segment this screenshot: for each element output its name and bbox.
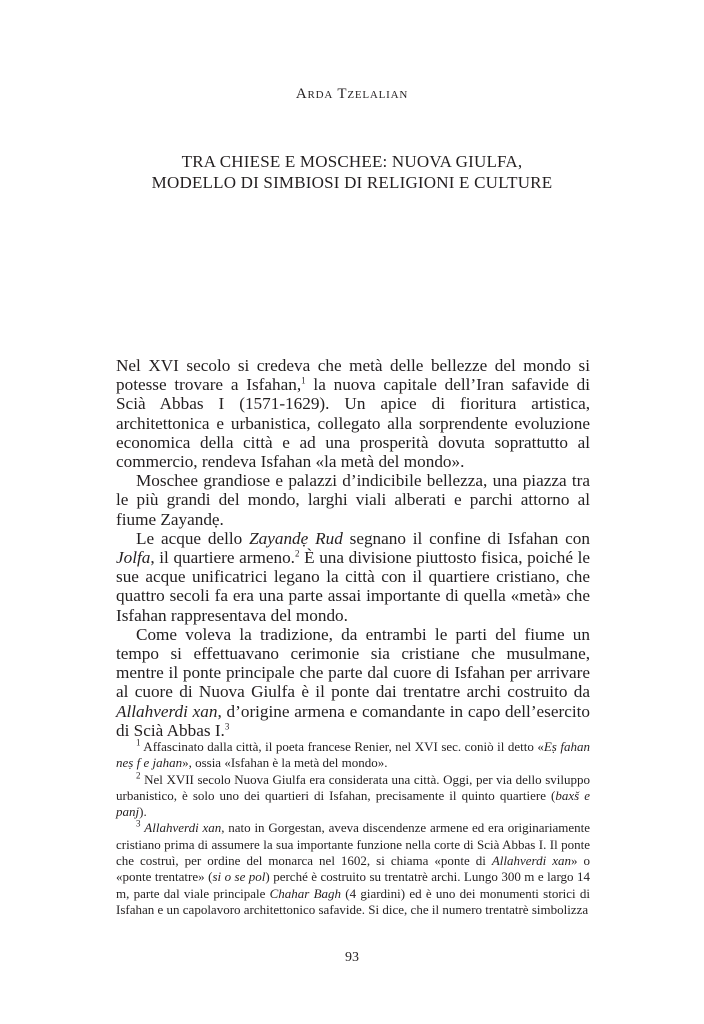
paragraph-4 <box>116 625 590 740</box>
footnote-2-italic-1: baxš e panj <box>116 787 591 820</box>
paragraph-3-italic-1: Zayandẹ Rud <box>249 528 343 548</box>
footnote-3-text-d: (4 giardini) ed è uno dei monumenti storici di Isfahan e un capolavoro architettonico safavide. Si dice, che il numero trentatrè simbolizza <box>116 885 590 917</box>
paragraph-4-text-a: Come voleva la tradizione, da entrambi le parti del fiume un tempo si effettuavano cerimonie sia cristiane che musulmane, mentre il ponte principale che parte dal cuore di Isfahan per arrivare al cuore di Nuova Giulfa è il ponte dai trentatre archi costruito da <box>116 624 590 702</box>
title-line-2: MODELLO DI SIMBIOSI DI RELIGIONI E CULTURE <box>151 173 553 192</box>
paragraph-2-text: Moschee grandiose e palazzi d’indicibile bellezza, una piazza tra le più grandi del mondo, larghi viali alberati e parchi attorno al fiume Zayandẹ. <box>116 471 590 529</box>
footnote-3-number: 3 <box>136 819 141 830</box>
paragraph-3-text-a: Le acque dello <box>136 528 250 548</box>
footnote-3-italic-2: Allahverdi xan <box>491 853 571 869</box>
footnote-1-number: 1 <box>136 737 141 748</box>
footnote-3-italic-1: Allahverdi xan <box>144 820 222 836</box>
footnote-ref-3: 3 <box>224 721 230 732</box>
paragraph-3-text-d: È una divisione piuttosto fisica, poiché le sue acque unificatrici legano la città con il quartiere cristiano, che quattro secoli fa era una parte assai importante di quella «metà» che Isfahan rappresentava del mondo. <box>116 548 590 625</box>
page-number: 93 <box>345 950 359 965</box>
paragraph-1-text-b: la nuova capitale dell’Iran safavide di Scià Abbas I (1571-1629). Un apice di fioritura artistica, architettonica e urbanistica, collegato alla sorprendente evoluzione economica della città e ad una prosperità dovuta soprattutto al commercio, rendeva Isfahan «la metà del mondo». <box>116 375 590 472</box>
footnote-2 <box>116 772 590 821</box>
footnote-2-text-b: ). <box>139 804 147 820</box>
paragraph-3-text-c: , il quartiere armeno. <box>150 548 295 568</box>
footnote-1-text-b: », ossia «Isfahan è la metà del mondo». <box>182 755 388 771</box>
footnote-1-text-a: Affascinato dalla città, il poeta francese Renier, nel XVI sec. coniò il detto « <box>140 739 544 754</box>
paragraph-4-italic-1: Allahverdi xan <box>116 701 218 721</box>
article-title <box>0 151 704 193</box>
footnote-2-text-a: Nel XVII secolo Nuova Giulfa era considerata una città. Oggi, per via dello sviluppo urbanistico, è solo uno dei quartieri di Isfahan, precisamente il quinto quartiere ( <box>116 771 590 803</box>
footnote-3-text-c: ) perché è costruito su trentatrè archi. Lungo 300 m e largo 14 m, parte dal viale principale <box>116 869 591 901</box>
paragraph-1 <box>116 356 590 471</box>
footnote-ref-1: 1 <box>301 375 306 386</box>
footnote-1 <box>116 739 590 772</box>
paragraph-3-text-b: segnano il confine di Isfahan con <box>342 528 590 548</box>
paragraph-1-text-a: Nel XVI secolo si credeva che metà delle bellezze del mondo si potesse trovare a Isfahan, <box>116 356 590 395</box>
footnote-1-italic-1: Eṣ fahan neṣ f e jahan <box>116 739 590 771</box>
author-name: Arda Tzelalian <box>295 86 409 102</box>
footnote-3-text-b: » o «ponte trentatre» ( <box>116 853 590 885</box>
footnote-3 <box>116 820 590 918</box>
footnote-ref-2: 2 <box>294 548 300 559</box>
paragraph-3 <box>116 529 590 625</box>
paragraph-4-text-b: , d’origine armena e comandante in capo dell’esercito di Scià Abbas I. <box>116 701 590 740</box>
footnote-3-italic-3: si o se pol <box>212 869 266 885</box>
footnote-3-text-a: , nato in Gorgestan, aveva discendenze armene ed era originariamente cristiano prima di assumere la sua importante funzione nella corte di Scià Abbas I. Il ponte che costruì, per ordine del monarca nel 1602, si chiama «ponte di <box>116 820 590 869</box>
footnote-2-number: 2 <box>136 770 141 781</box>
title-line-1: TRA CHIESE E MOSCHEE: NUOVA GIULFA, <box>181 152 523 171</box>
paragraph-3-italic-2: Jolfa <box>116 548 151 568</box>
footnotes <box>116 739 590 918</box>
paragraph-2 <box>116 471 590 529</box>
footnote-3-italic-4: Chahar Bagh <box>269 885 342 901</box>
main-text <box>116 356 590 740</box>
